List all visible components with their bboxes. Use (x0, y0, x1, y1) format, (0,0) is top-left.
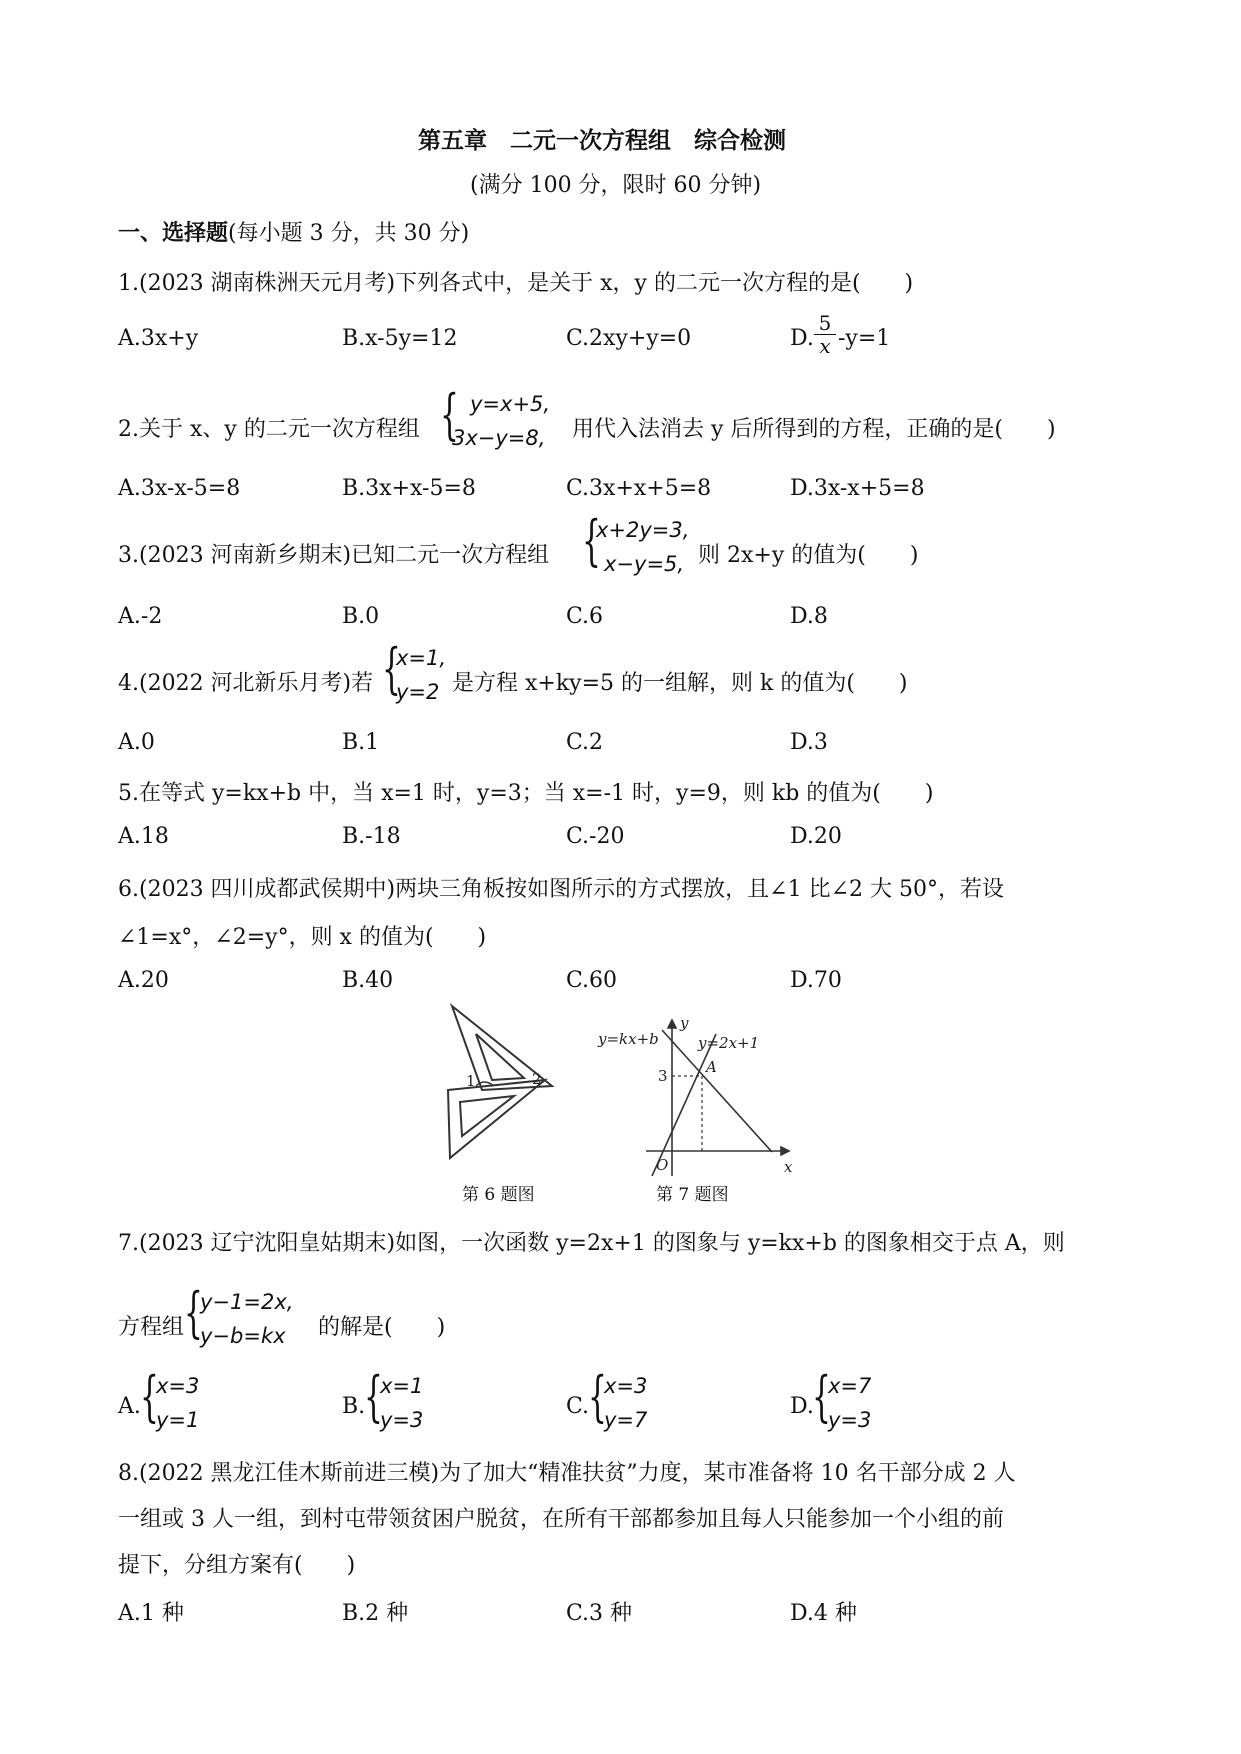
q2-option-c: C.3x+x+5=8 (566, 476, 712, 501)
q2-system-eq1: y=x+5, (470, 392, 551, 416)
q4-system-eq2: y=2 (396, 680, 440, 704)
question-2-stem-post: 用代入法消去 y 后所得到的方程，正确的是( ) (572, 417, 1056, 442)
q2-system-brace: { (440, 383, 459, 446)
figure-7-graph (596, 1016, 806, 1181)
q7-option-a-eq1: x=3 (156, 1374, 200, 1398)
page-subtitle: (满分 100 分，限时 60 分钟) (470, 173, 762, 198)
q1-option-b: B.x-5y=12 (342, 326, 458, 351)
angle-1-label: 1 (466, 1072, 476, 1090)
q6-option-c: C.60 (566, 968, 618, 993)
lower-triangle-ruler (448, 1080, 545, 1158)
q4-option-a: A.0 (118, 730, 155, 755)
q5-option-c: C.-20 (566, 824, 625, 849)
question-3-stem-post: 则 2x+y 的值为( ) (698, 543, 919, 568)
q3-option-c: C.6 (566, 604, 604, 629)
x-axis-label: x (784, 1158, 793, 1176)
q7-option-d-eq2: y=3 (828, 1408, 872, 1432)
q5-option-a: A.18 (118, 824, 169, 849)
q1-option-c: C.2xy+y=0 (566, 326, 692, 351)
q3-option-d: D.8 (790, 604, 828, 629)
q5-option-d: D.20 (790, 824, 842, 849)
q7-option-b-eq1: x=1 (380, 1374, 424, 1398)
x-axis-arrow (781, 1147, 789, 1155)
q2-system-eq2: 3x−y=8, (452, 426, 546, 450)
q1-option-d (790, 326, 814, 351)
q1-option-a: A.3x+y (118, 326, 199, 351)
page-title: 第五章 二元一次方程组 综合检测 (418, 128, 786, 154)
q7-option-c-eq2: y=7 (604, 1408, 648, 1432)
q6-option-b: B.40 (342, 968, 394, 993)
q4-option-b: B.1 (342, 730, 380, 755)
lower-triangle-hole (460, 1096, 514, 1136)
question-6-line-2: ∠1=x°，∠2=y°，则 x 的值为( ) (118, 925, 487, 950)
q3-system-brace: { (582, 509, 601, 572)
q4-system-eq1: x=1, (396, 646, 447, 670)
q1-option-d-suffix: -y=1 (838, 326, 891, 351)
q2-option-b: B.3x+x-5=8 (342, 476, 476, 501)
question-5-stem: 5.在等式 y=kx+b 中，当 x=1 时，y=3；当 x=-1 时，y=9，则 kb 的值为( ) (118, 781, 934, 806)
q2-option-a: A.3x-x-5=8 (118, 476, 241, 501)
question-8-line-1: 8.(2022 黑龙江佳木斯前进三模)为了加大“精准扶贫”力度，某市准备将 10 名干部分成 2 人 (118, 1461, 1016, 1486)
y-axis-label: y (680, 1016, 689, 1032)
q7-option-b-brace: { (364, 1365, 383, 1428)
q1-option-d-fraction (814, 312, 836, 357)
section-name: 一、选择题 (118, 221, 229, 246)
q8-option-d: D.4 种 (790, 1601, 857, 1626)
q8-option-b: B.2 种 (342, 1601, 409, 1626)
q6-option-d: D.70 (790, 968, 842, 993)
label-y-2x-1: y=2x+1 (698, 1034, 760, 1052)
fraction-numerator: 5 (814, 312, 836, 335)
q7-option-a-brace: { (140, 1365, 159, 1428)
q7-system-brace: { (184, 1281, 203, 1344)
q3-option-b: B.0 (342, 604, 380, 629)
question-7-line-1: 7.(2023 辽宁沈阳皇姑期末)如图，一次函数 y=2x+1 的图象与 y=kx+b 的图象相交于点 A，则 (118, 1231, 1065, 1256)
question-7-stem-pre: 方程组 (118, 1315, 185, 1340)
question-7-stem-post: 的解是( ) (318, 1315, 446, 1340)
q7-system-eq2: y−b=kx (200, 1324, 286, 1348)
q8-option-c: C.3 种 (566, 1601, 633, 1626)
q5-option-b: B.-18 (342, 824, 401, 849)
fraction-denominator: x (819, 334, 831, 358)
q7-option-d-brace: { (812, 1365, 831, 1428)
question-6-line-1: 6.(2023 四川成都武侯期中)两块三角板按如图所示的方式摆放，且∠1 比∠2 大 50°，若设 (118, 877, 1004, 902)
figure-6-triangles (440, 1000, 580, 1180)
figure-6-caption: 第 6 题图 (462, 1185, 535, 1205)
q3-option-a: A.-2 (118, 604, 163, 629)
q7-option-c-label: C. (566, 1394, 590, 1419)
question-4-stem-post: 是方程 x+ky=5 的一组解，则 k 的值为( ) (452, 671, 908, 696)
question-2-stem-pre: 2.关于 x、y 的二元一次方程组 (118, 417, 420, 442)
q7-option-d-eq1: x=7 (828, 1374, 872, 1398)
y-tick-3: 3 (658, 1067, 668, 1085)
q2-option-d: D.3x-x+5=8 (790, 476, 925, 501)
question-8-line-2: 一组或 3 人一组，到村屯带领贫困户脱贫，在所有干部都参加且每人只能参加一个小组的前 (118, 1507, 1004, 1532)
q7-option-c-eq1: x=3 (604, 1374, 648, 1398)
q7-option-a-label: A. (118, 1394, 141, 1419)
question-3-stem-pre: 3.(2023 河南新乡期末)已知二元一次方程组 (118, 543, 550, 568)
label-y-kx-b: y=kx+b (598, 1030, 659, 1048)
q3-system-eq2: x−y=5, (604, 552, 685, 576)
q4-system-brace: { (382, 637, 401, 700)
section-heading (118, 216, 469, 247)
q7-option-b-eq2: y=3 (380, 1408, 424, 1432)
figure-7-caption: 第 7 题图 (656, 1185, 729, 1205)
section-note: (每小题 3 分，共 30 分) (228, 221, 470, 246)
q8-option-a: A.1 种 (118, 1601, 184, 1626)
q1-option-d-prefix: D. (790, 326, 814, 351)
q7-option-c-brace: { (588, 1365, 607, 1428)
q3-system-eq1: x+2y=3, (596, 518, 690, 542)
q4-option-c: C.2 (566, 730, 604, 755)
question-1-stem: 1.(2023 湖南株洲天元月考)下列各式中，是关于 x，y 的二元一次方程的是( ) (118, 271, 914, 296)
q7-option-b-label: B. (342, 1394, 366, 1419)
question-8-line-3: 提下，分组方案有( ) (118, 1553, 356, 1578)
q7-option-a-eq2: y=1 (156, 1408, 200, 1432)
point-a-label: A (706, 1058, 717, 1076)
origin-label: O (656, 1156, 669, 1174)
angle-2-label: 2 (532, 1070, 542, 1088)
q7-system-eq1: y−1=2x, (200, 1290, 294, 1314)
q7-option-d-label: D. (790, 1394, 814, 1419)
q6-option-a: A.20 (118, 968, 169, 993)
y-axis-arrow (668, 1020, 676, 1028)
q4-option-d: D.3 (790, 730, 828, 755)
question-4-stem-pre: 4.(2022 河北新乐月考)若 (118, 671, 374, 696)
